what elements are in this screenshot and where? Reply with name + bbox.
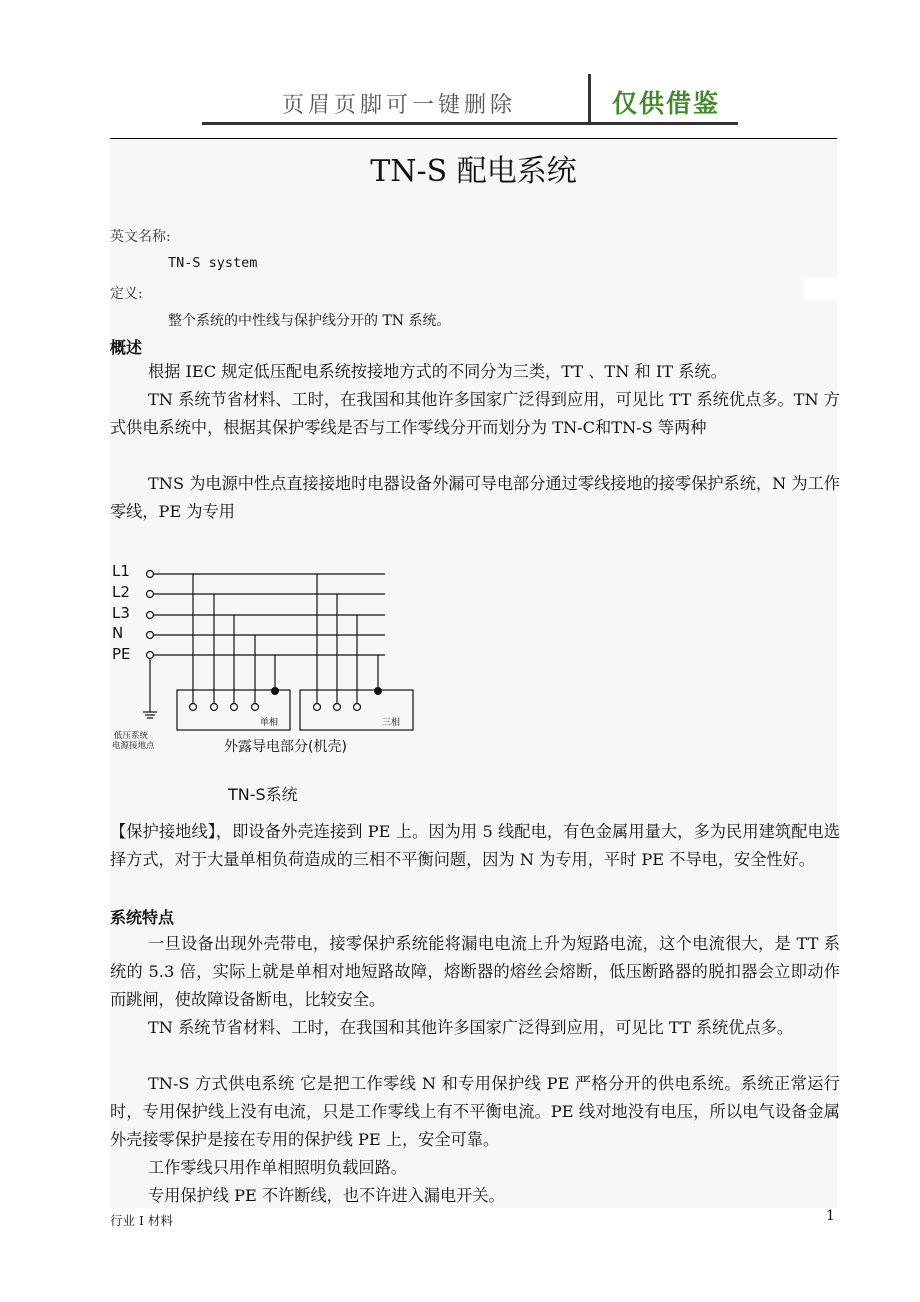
definition-value: 整个系统的中性线与保护线分开的 TN 系统。 bbox=[168, 313, 451, 329]
overview-paragraph: 根据 IEC 规定低压配电系统按接地方式的不同分为三类，TT 、TN 和 IT 系统。 bbox=[148, 362, 727, 381]
features-paragraph: 专用保护线 PE 不许断线，也不许进入漏电开关。 bbox=[148, 1186, 505, 1205]
section-heading-features: 系统特点 bbox=[110, 908, 175, 927]
source-label-2: 电源接地点 bbox=[112, 741, 155, 751]
line-label-l3: L3 bbox=[112, 604, 130, 622]
banner-left-text: 页眉页脚可一键删除 bbox=[282, 93, 517, 118]
line-label-pe: PE bbox=[112, 645, 131, 663]
banner-underline bbox=[202, 122, 738, 125]
page-number: 1 bbox=[826, 1208, 835, 1224]
pe-connection-dot bbox=[271, 687, 279, 695]
english-name-label: 英文名称: bbox=[110, 229, 171, 245]
terminal-l3 bbox=[147, 612, 154, 619]
header-banner bbox=[200, 74, 740, 126]
footer-label: 行业 I 材料 bbox=[110, 1213, 173, 1228]
terminal-l2 bbox=[147, 591, 154, 598]
terminal-pe bbox=[147, 652, 154, 659]
definition-label: 定义: bbox=[110, 286, 143, 302]
english-name-value: TN-S system bbox=[168, 255, 258, 271]
features-paragraph: 一旦设备出现外壳带电，接零保护系统能将漏电电流上升为短路电流，这个电流很大，是 TT 系统的 5.3 倍，实际上就是单相对地短路故障，熔断器的熔丝会熔断，低压断路器的脱扣器会立即动作而跳闸，使故障设备断电，比较安全。 bbox=[110, 934, 840, 1009]
terminal-l1 bbox=[147, 571, 154, 578]
terminal-n bbox=[147, 632, 154, 639]
definition-box bbox=[804, 278, 837, 300]
three-phase-label: 三相 bbox=[382, 718, 401, 728]
protective-earth-paragraph: 【保护接地线】，即设备外壳连接到 PE 上。因为用 5 线配电，有色金属用量大，多为民用建筑配电选择方式，对于大量单相负荷造成的三相不平衡问题，因为 N 为专用，平时 PE 不导电，安全性好。 bbox=[110, 822, 840, 869]
source-label-1: 低压系统 bbox=[114, 731, 149, 741]
casing-label: 外露导电部分(机壳) bbox=[224, 739, 347, 755]
banner-right-text: 仅供借鉴 bbox=[612, 89, 721, 118]
diagram-caption: TN-S系统 bbox=[228, 785, 298, 804]
line-label-n: N bbox=[112, 624, 124, 642]
line-label-l2: L2 bbox=[112, 583, 130, 601]
header-rule bbox=[110, 138, 837, 139]
overview-paragraph: TNS 为电源中性点直接接地时电器设备外漏可导电部分通过零线接地的接零保护系统，N 为工作零线，PE 为专用 bbox=[110, 474, 840, 521]
overview-paragraph: TN 系统节省材料、工时，在我国和其他许多国家广泛得到应用，可见比 TT 系统优点多。TN 方式供电系统中，根据其保护零线是否与工作零线分开而划分为 TN-C和TN-S 等两种 bbox=[110, 390, 840, 437]
features-paragraph: TN-S 方式供电系统 它是把工作零线 N 和专用保护线 PE 严格分开的供电系统。系统正常运行时，专用保护线上没有电流，只是工作零线上有不平衡电流。PE 线对地没有电压，所以电气设备金属外壳接零保护是接在专用的保护线 PE 上，安全可靠。 bbox=[110, 1074, 840, 1149]
tn-s-diagram bbox=[110, 560, 420, 760]
single-phase-label: 单相 bbox=[260, 718, 279, 728]
section-heading-overview: 概述 bbox=[110, 338, 143, 357]
page-title: TN-S 配电系统 bbox=[370, 154, 577, 189]
features-paragraph: 工作零线只用作单相照明负载回路。 bbox=[148, 1158, 407, 1177]
banner-divider bbox=[588, 74, 591, 122]
line-label-l1: L1 bbox=[112, 562, 130, 580]
pe-connection-dot bbox=[374, 687, 382, 695]
features-paragraph: TN 系统节省材料、工时，在我国和其他许多国家广泛得到应用，可见比 TT 系统优点多。 bbox=[148, 1018, 794, 1037]
